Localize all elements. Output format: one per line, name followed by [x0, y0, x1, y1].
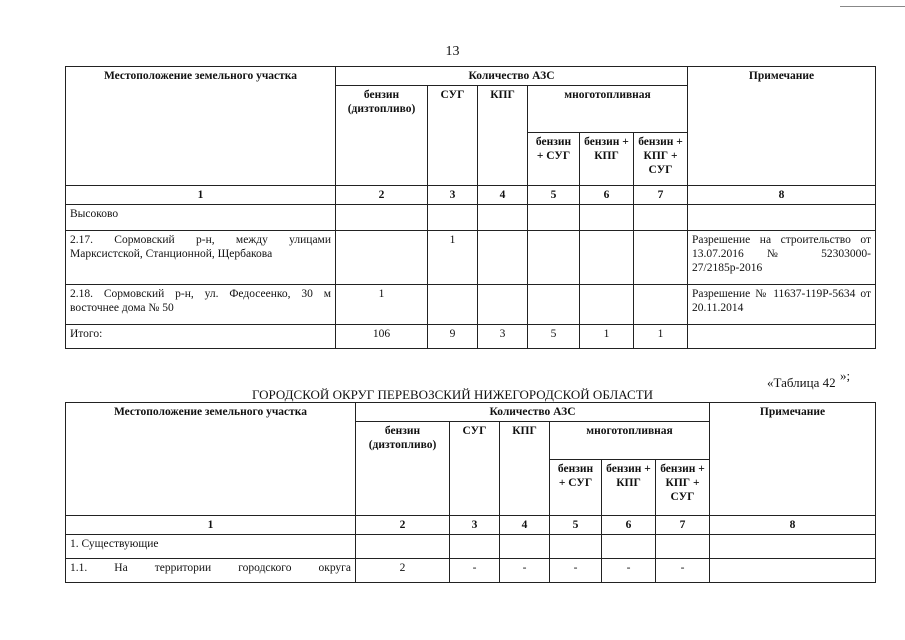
header-note: Примечание: [710, 403, 876, 516]
header-location: Местоположение земельного участка: [66, 403, 356, 516]
cell-petrol-cng-lpg: [656, 535, 710, 559]
table-42: [65, 402, 876, 583]
table-42-previous: [65, 66, 876, 349]
cell-petrol: [356, 535, 450, 559]
column-number-row: [66, 516, 876, 535]
cell-location: 2.18. Сормовский р-н, ул. Федосеенко, 30 м восточнее дома № 50: [66, 285, 336, 325]
table-row-total: [66, 325, 876, 349]
col-number: 6: [580, 186, 634, 205]
header-petrol: бензин (дизтопливо): [356, 422, 450, 516]
cell-petrol-cng: -: [602, 559, 656, 583]
header-petrol-cng-lpg: бензин + КПГ + СУГ: [634, 133, 688, 186]
page-number: 13: [445, 44, 460, 59]
table-row: [66, 535, 876, 559]
cell-note: Разрешение № 11637-119Р-5634 от 20.11.2014: [688, 285, 876, 325]
cell-cng: 3: [478, 325, 528, 349]
cell-cng: [500, 535, 550, 559]
cell-lpg: 1: [428, 231, 478, 285]
cell-location: 1. Существующие: [66, 535, 356, 559]
cell-petrol-cng-lpg: [634, 205, 688, 231]
cell-petrol-lpg: [528, 205, 580, 231]
cell-location: Итого:: [66, 325, 336, 349]
header-lpg: СУГ: [428, 86, 478, 186]
col-number: 2: [356, 516, 450, 535]
cell-lpg: 9: [428, 325, 478, 349]
cell-petrol: [336, 205, 428, 231]
cell-petrol-lpg: [528, 231, 580, 285]
header-petrol: бензин (дизтопливо): [336, 86, 428, 186]
cell-petrol-cng: [580, 205, 634, 231]
column-number-row: [66, 186, 876, 205]
header-petrol-lpg: бензин + СУГ: [528, 133, 580, 186]
cell-petrol-cng-lpg: -: [656, 559, 710, 583]
col-number: 1: [66, 186, 336, 205]
cell-petrol-lpg: [550, 535, 602, 559]
col-number: 6: [602, 516, 656, 535]
col-number: 5: [528, 186, 580, 205]
cell-note: [710, 535, 876, 559]
header-petrol-cng: бензин + КПГ: [580, 133, 634, 186]
col-number: 7: [656, 516, 710, 535]
header-petrol-cng: бензин + КПГ: [602, 460, 656, 516]
header-lpg: СУГ: [450, 422, 500, 516]
table-row: [66, 285, 876, 325]
cell-petrol: [336, 231, 428, 285]
col-number: 3: [428, 186, 478, 205]
cell-cng: [478, 205, 528, 231]
table-row: [66, 231, 876, 285]
cell-petrol: 2: [356, 559, 450, 583]
col-number: 8: [688, 186, 876, 205]
cell-petrol-lpg: -: [550, 559, 602, 583]
cell-cng: -: [500, 559, 550, 583]
col-number: 2: [336, 186, 428, 205]
header-petrol-cng-lpg: бензин + КПГ + СУГ: [656, 460, 710, 516]
cell-location: 1.1. На территории городского округа: [66, 559, 356, 583]
col-number: 1: [66, 516, 356, 535]
cell-lpg: [428, 205, 478, 231]
region-title: ГОРОДСКОЙ ОКРУГ ПЕРЕВОЗСКИЙ НИЖЕГОРОДСКОЙ ОБЛАСТИ: [251, 387, 654, 402]
scan-edge-line: [840, 6, 905, 7]
col-number: 7: [634, 186, 688, 205]
cell-petrol-cng-lpg: [634, 285, 688, 325]
cell-lpg: -: [450, 559, 500, 583]
cell-petrol: 1: [336, 285, 428, 325]
cell-petrol-cng: [580, 231, 634, 285]
cell-note: [710, 559, 876, 583]
header-cng: КПГ: [478, 86, 528, 186]
col-number: 3: [450, 516, 500, 535]
cell-petrol: 106: [336, 325, 428, 349]
cell-cng: [478, 285, 528, 325]
cell-petrol-cng: [580, 285, 634, 325]
header-note: Примечание: [688, 67, 876, 186]
col-number: 8: [710, 516, 876, 535]
cell-lpg: [450, 535, 500, 559]
cell-note: Разрешение на строительство от 13.07.2016 № 52303000-27/2185р-2016: [688, 231, 876, 285]
table-caption: «Таблица 42: [767, 375, 836, 390]
col-number: 5: [550, 516, 602, 535]
header-petrol-lpg: бензин + СУГ: [550, 460, 602, 516]
header-location: Местоположение земельного участка: [66, 67, 336, 186]
table-row: [66, 205, 876, 231]
header-count: Количество АЗС: [336, 67, 688, 86]
cell-note: [688, 205, 876, 231]
header-cng: КПГ: [500, 422, 550, 516]
cell-petrol-cng-lpg: [634, 231, 688, 285]
cell-petrol-cng-lpg: 1: [634, 325, 688, 349]
cell-location: 2.17. Сормовский р-н, между улицами Марксистской, Станционной, Щербакова: [66, 231, 336, 285]
header-multi: многотопливная: [528, 86, 688, 133]
cell-lpg: [428, 285, 478, 325]
cell-petrol-cng: [602, 535, 656, 559]
table-row: [66, 559, 876, 583]
cell-petrol-cng: 1: [580, 325, 634, 349]
header-multi: многотопливная: [550, 422, 710, 460]
cell-petrol-lpg: [528, 285, 580, 325]
cell-note: [688, 325, 876, 349]
col-number: 4: [500, 516, 550, 535]
cell-location: Высоково: [66, 205, 336, 231]
col-number: 4: [478, 186, 528, 205]
closing-quote: »;: [840, 368, 851, 383]
cell-petrol-lpg: 5: [528, 325, 580, 349]
header-count: Количество АЗС: [356, 403, 710, 422]
cell-cng: [478, 231, 528, 285]
